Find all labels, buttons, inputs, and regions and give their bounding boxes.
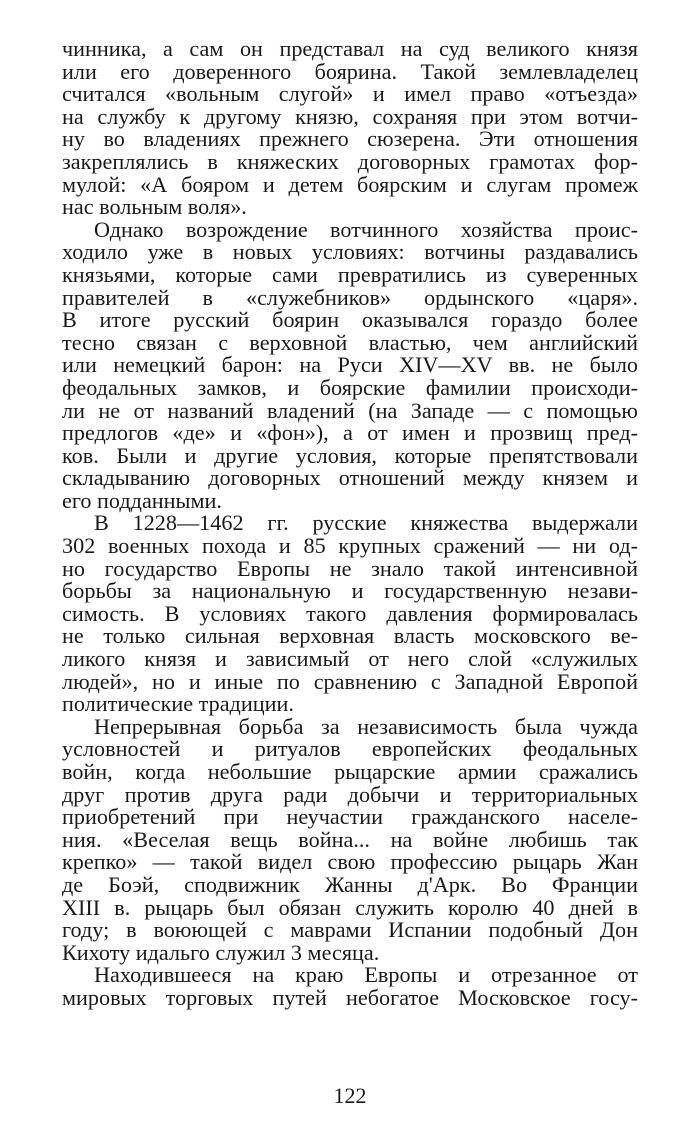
text-line: В итоге русский боярин оказывался гораздо более — [62, 307, 638, 333]
text-line: ходило уже в новых условиях: вотчины раздавались — [62, 239, 638, 265]
text-line: ну во владениях прежнего сюзерена. Эти отношения — [62, 126, 638, 152]
text-line: предлогов «де» и «фон»), а от имен и прозвищ пред- — [62, 420, 638, 446]
paragraph — [62, 38, 638, 219]
text-line: правителей в «служебников» ордынского «царя». — [62, 284, 638, 310]
text-line: чинника, а сам он представал на суд великого князя — [62, 36, 638, 61]
text-line: де Боэй, сподвижник Жанны д'Арк. Во Франции — [62, 871, 638, 897]
text-line: закреплялись в княжеских договорных грамотах фор- — [62, 148, 638, 174]
text-line: ли не от названий владений (на Западе — с помощью — [62, 397, 638, 423]
text-line: друг против друга ради добычи и территориальных — [62, 781, 638, 807]
text-line: не только сильная верховная власть московского ве- — [62, 623, 638, 649]
text-line: политические традиции. — [62, 691, 294, 717]
paragraph — [62, 713, 638, 965]
text-line: войн, когда небольшие рыцарские армии сражались — [62, 759, 638, 784]
text-line: 302 военных похода и 85 крупных сражений — ни од- — [62, 533, 638, 559]
text-line: XIII в. рыцарь был обязан служить королю 40 дней в — [62, 894, 638, 920]
text-line: или его доверенного боярина. Такой землевладелец — [62, 58, 638, 84]
text-line: борьбы за национальную и государственную незави- — [62, 578, 638, 604]
text-line: мировых торговых путей небогатое Московское госу- — [62, 984, 638, 1010]
text-line: крепко» — такой видел свою профессию рыцарь Жан — [62, 849, 638, 875]
page-text — [62, 38, 638, 1010]
page-number: 122 — [333, 1083, 367, 1108]
paragraph — [62, 512, 638, 715]
text-line: складыванию договорных отношений между князем и — [62, 465, 638, 491]
text-line: ния. «Веселая вещь война... на войне любишь так — [62, 826, 638, 852]
text-line: Кихоту идальго служил 3 месяца. — [62, 939, 380, 965]
text-line: Находившееся на краю Европы и отрезанное от — [94, 962, 638, 988]
text-line: мулой: «А бояром и детем боярским и слугам промеж — [62, 171, 638, 197]
paragraph — [62, 964, 638, 1009]
text-line: нас вольным воля». — [62, 194, 247, 220]
text-line: князьями, которые сами превратились из суверенных — [62, 261, 638, 287]
text-line: В 1228—1462 гг. русские княжества выдержали — [94, 510, 638, 536]
text-line: или немецкий барон: на Руси XIV—XV вв. не было — [62, 352, 638, 378]
text-line: на службу к другому князю, сохраняя при этом вотчи- — [62, 103, 638, 129]
text-line: симость. В условиях такого давления формировалась — [62, 600, 638, 626]
text-line: ликого князя и зависимый от него слой «служилых — [62, 646, 638, 672]
text-line: феодальных замков, и боярские фамилии происходи- — [62, 374, 638, 400]
text-line: его подданными. — [62, 487, 222, 513]
text-line: условностей и ритуалов европейских феодальных — [62, 736, 638, 762]
text-line: Однако возрождение вотчинного хозяйства проис- — [94, 216, 638, 242]
text-line: тесно связан с верховной властью, чем английский — [62, 329, 638, 355]
text-line: ков. Были и другие условия, которые препятствовали — [62, 442, 638, 468]
text-line: людей», но и иные по сравнению с Западной Европой — [62, 668, 638, 694]
text-line: считался «вольным слугой» и имел право «отъезда» — [62, 81, 638, 107]
text-line: приобретений при неучастии гражданского населе- — [62, 804, 638, 830]
text-line: Непрерывная борьба за независимость была чужда — [94, 713, 638, 739]
paragraph — [62, 216, 638, 513]
text-line: но государство Европы не знало такой интенсивной — [62, 555, 638, 581]
text-line: году; в воюющей с маврами Испании подобный Дон — [62, 917, 638, 943]
